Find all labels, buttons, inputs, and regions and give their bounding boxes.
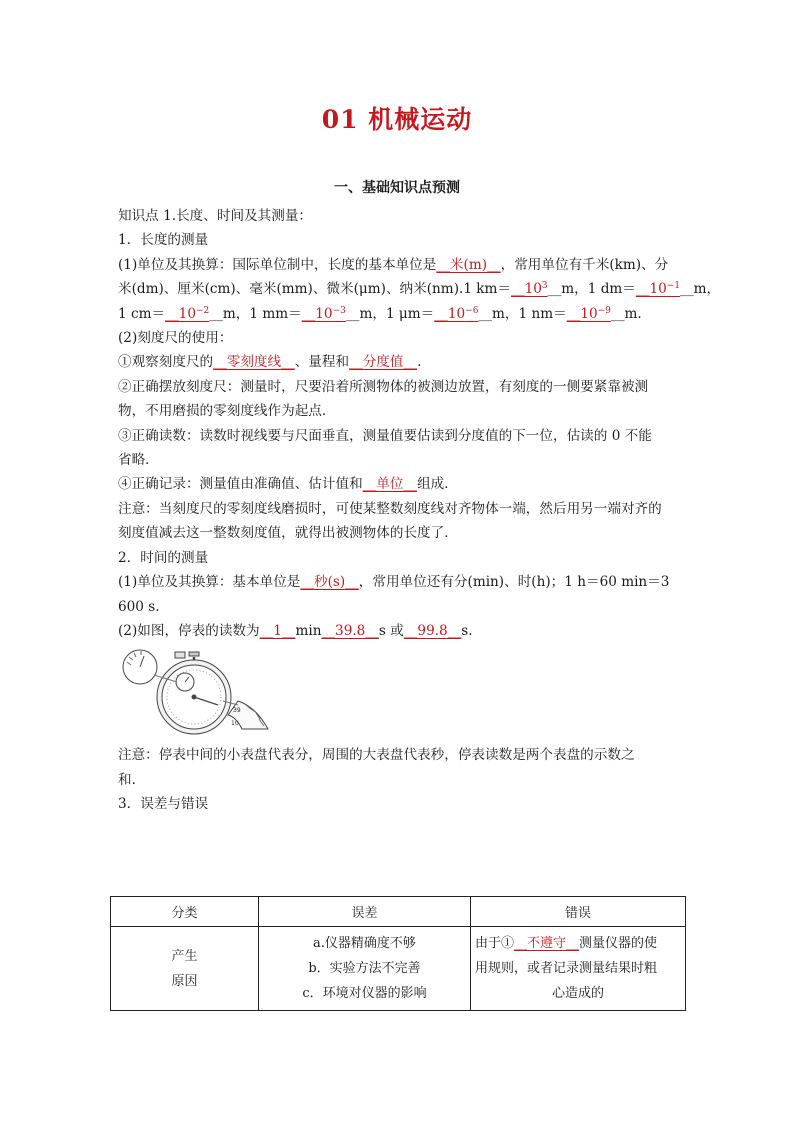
table-cell-error-causes: a.仪器精确度不够 b．实验方法不完善 c．环境对仪器的影响 [259,927,471,1011]
answer-division: __分度值__ [349,354,418,371]
answer-cm: $\_\_10^{-2}$ [165,305,210,322]
answer-zero-line: __零刻度线__ [213,354,295,371]
error-mistake-table [110,896,686,1011]
ruler-item-2-line-2: 物，不用磨损的零刻度线作为起点． [118,403,336,420]
time-unit-line-2: 600 s. [118,598,160,615]
table-header-row [111,897,686,927]
ruler-item-2-line-1: ②正确摆放刻度尺：测量时，尺要沿着所测物体的被测边放置，有刻度的一侧要紧靠被测 [118,378,649,395]
answer-unit: __单位__ [362,476,418,493]
stopwatch-note-line-2: 和． [118,771,146,788]
answer-km: $\_\_10^3$ [511,281,548,298]
section-heading: 一、基础知识点预测 [334,180,460,196]
dial-label-10: 10 [231,720,239,728]
answer-not-follow: __不遵守__ [514,936,580,951]
answer-dm: $\_\_10^{-1}$ [635,281,681,298]
table-header-category: 分类 [111,897,259,927]
answer-minutes: __1__ [259,622,296,639]
answer-um: $\_\_10^{-6}$ [434,305,479,322]
table-row [111,927,686,1011]
unit-line-1: (1)单位及其换算：国际单位制中，长度的基本单位是__米(m)__，常用单位有千米(km)、分 [118,256,669,273]
answer-seconds: __39.8__ [321,622,379,639]
ruler-note-line-1: 注意：当刻度尺的零刻度线磨损时，可使某整数刻度线对齐物体一端，然后用另一端对齐的 [118,500,662,517]
ruler-item-1: ①观察刻度尺的__零刻度线__、量程和__分度值__. [118,354,422,371]
table-header-error: 误差 [259,897,471,927]
time-heading: 2．时间的测量 [118,549,209,566]
time-unit-line-1: (1)单位及其换算：基本单位是__秒(s)__，常用单位还有分(min)、时(h)；1 h＝60 min＝3 [118,574,670,591]
ruler-item-3-line-2: 省略． [118,452,159,469]
ruler-item-3-line-1: ③正确读数：读数时视线要与尺面垂直，测量值要估读到分度值的下一位，估读的 0 不能 [118,427,652,444]
answer-meter: __米(m)__ [436,256,501,273]
ruler-item-4: ④正确记录：测量值由准确值、估计值和__单位__组成． [118,476,458,493]
table-cell-mistake-causes: 由于①__不遵守__测量仪器的使 用规则，或者记录测量结果时粗 心造成的 [471,927,686,1011]
error-heading: 3．误差与错误 [118,796,209,813]
stopwatch-note-line-1: 注意：停表中间的小表盘代表分，周围的大表盘代表秒，停表读数是两个表盘的示数之 [118,747,635,764]
stopwatch-figure [118,649,278,735]
ruler-note-line-2: 刻度值减去这一整数刻度值，就得出被测物体的长度了． [118,525,458,542]
length-heading: 1．长度的测量 [118,232,209,249]
unit-line-3: 1 $cm=\_\_10^{-2}\_\_m$，1 $mm=\_\_10^{-3}\_\_m$，1 $\mu m=\_\_10^{-6}\_\_m$，1 $nm=\_\_10^{-9}\_\_m$. [118,305,642,322]
dial-label-39: 39 [233,707,241,715]
stopwatch-reading: (2)如图，停表的读数为__1__min__39.8__s 或__99.8__s. [118,622,473,639]
knowledge-point-heading: 知识点 1.长度、时间及其测量： [118,208,313,224]
table-cell-category: 产生 原因 [111,927,259,1011]
ruler-heading: (2)刻度尺的使用： [118,330,233,347]
answer-second: __秒(s)__ [300,574,359,591]
document-body [118,204,721,817]
answer-total-seconds: __99.8__ [403,622,462,639]
answer-nm: $\_\_10^{-9}$ [566,305,611,322]
answer-mm: $\_\_10^{-3}$ [301,305,346,322]
table-header-mistake: 错误 [471,897,686,927]
unit-line-2: 米(dm)、厘米(cm)、毫米(mm)、微米(μm)、纳米(nm).1 $km=\_\_10^3\_\_m$，1 $dm=\_\_10^{-1}\_\_m$， [118,281,721,298]
page-title: 01 机械运动 [321,105,473,134]
